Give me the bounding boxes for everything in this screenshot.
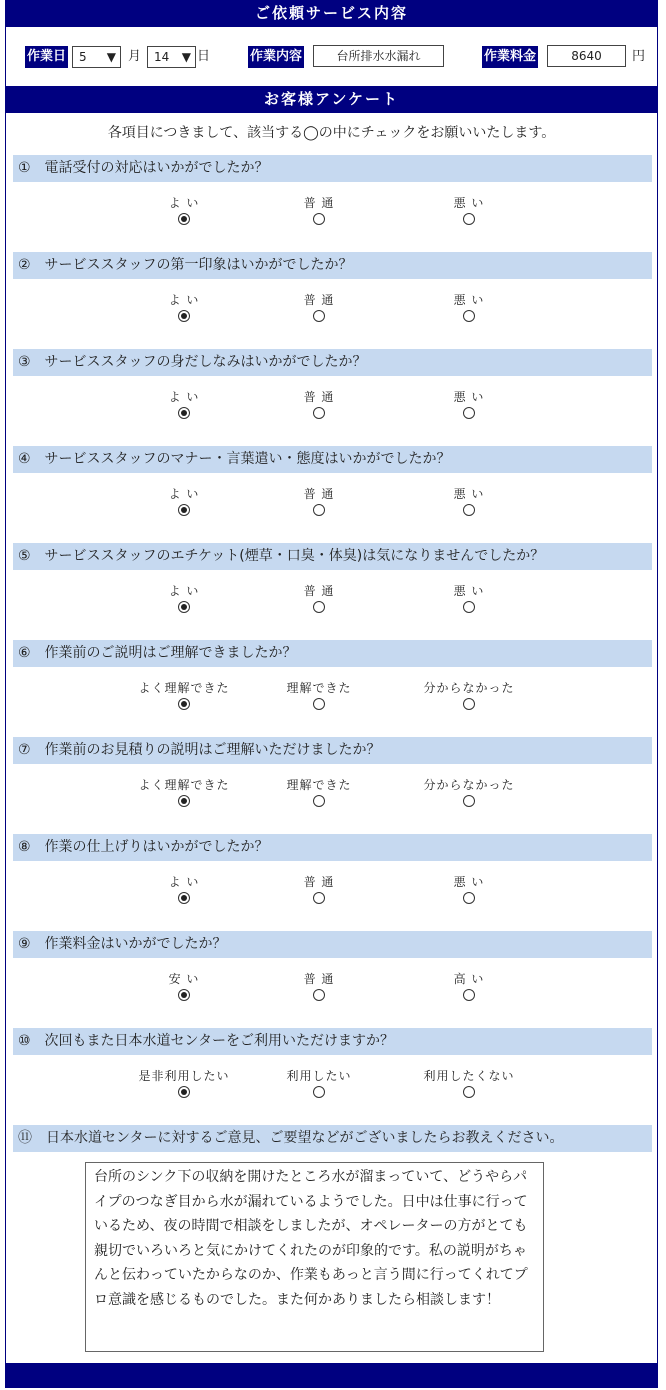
radio-button[interactable] [463,1086,475,1098]
radio-button[interactable] [178,892,190,904]
question-2-option-1[interactable] [124,292,244,325]
question-10-option-2[interactable] [259,1068,379,1101]
question-6-option-1[interactable] [124,680,244,713]
option-label: 普 通 [303,875,335,889]
radio-button[interactable] [313,213,325,225]
work-date-label: 作業日 [25,46,68,68]
question-9: ⑨ 作業料金はいかがでしたか？ [13,931,652,958]
radio-button[interactable] [178,310,190,322]
option-label: 普 通 [303,293,335,307]
question-8-option-2[interactable] [259,874,379,907]
chevron-down-icon: ▼ [106,50,116,64]
work-content-field[interactable] [313,45,444,67]
radio-button[interactable] [178,795,190,807]
radio-button[interactable] [463,698,475,710]
question-1-option-2[interactable] [259,195,379,228]
radio-button[interactable] [313,601,325,613]
radio-button[interactable] [313,892,325,904]
question-7: ⑦ 作業前のお見積りの説明はご理解いただけましたか？ [13,737,652,764]
question-10-option-1[interactable] [124,1068,244,1101]
work-fee-label: 作業料金 [482,46,538,68]
option-label: 悪 い [453,390,485,404]
radio-button[interactable] [313,795,325,807]
service-header-title: ご依頼サービス内容 [254,4,408,22]
survey-instructions: 各項目につきまして、該当する◯の中にチェックをお願いいたします。 [107,125,556,141]
option-label: 普 通 [303,972,335,986]
option-label: 悪 い [453,196,485,210]
question-10-option-3[interactable] [409,1068,529,1101]
option-label: よ い [168,196,200,210]
option-label: よ い [168,487,200,501]
option-label: 理解できた [286,681,352,695]
chevron-down-icon: ▼ [181,50,191,64]
survey-header [5,86,658,113]
radio-button[interactable] [313,407,325,419]
question-10: ⑩ 次回もまた日本水道センターをご利用いただけますか？ [13,1028,652,1055]
month-unit: 月 [128,49,142,64]
radio-button[interactable] [178,504,190,516]
question-4-option-1[interactable] [124,486,244,519]
day-select[interactable] [147,46,196,68]
radio-button[interactable] [463,310,475,322]
day-unit: 日 [197,49,211,64]
question-3-option-3[interactable] [409,389,529,422]
radio-button[interactable] [463,504,475,516]
question-5-option-3[interactable] [409,583,529,616]
option-label: よく理解できた [138,681,230,695]
radio-button[interactable] [178,407,190,419]
question-8-option-1[interactable] [124,874,244,907]
option-label: 分からなかった [423,681,515,695]
question-8-option-3[interactable] [409,874,529,907]
question-3-option-2[interactable] [259,389,379,422]
day-select-value: 14 [154,50,170,64]
option-label: 普 通 [303,487,335,501]
radio-button[interactable] [313,1086,325,1098]
option-label: よ い [168,584,200,598]
option-label: 高 い [453,972,485,986]
radio-button[interactable] [178,1086,190,1098]
option-label: 是非利用したい [138,1069,230,1083]
question-5-option-2[interactable] [259,583,379,616]
radio-button[interactable] [463,407,475,419]
option-label: 利用したい [286,1069,352,1083]
question-7-option-1[interactable] [124,777,244,810]
question-2-option-3[interactable] [409,292,529,325]
fee-unit: 円 [632,49,646,64]
option-label: 悪 い [453,293,485,307]
option-label: 普 通 [303,584,335,598]
radio-button[interactable] [463,892,475,904]
question-4-option-2[interactable] [259,486,379,519]
month-select[interactable] [72,46,121,68]
option-label: 理解できた [286,778,352,792]
work-content-label: 作業内容 [248,46,304,68]
option-label: 悪 い [453,487,485,501]
question-4-option-3[interactable] [409,486,529,519]
question-9-option-2[interactable] [259,971,379,1004]
option-label: よく理解できた [138,778,230,792]
footer-bar [5,1363,658,1388]
question-2-option-2[interactable] [259,292,379,325]
option-label: 悪 い [453,875,485,889]
option-label: 普 通 [303,196,335,210]
radio-button[interactable] [313,504,325,516]
radio-button[interactable] [313,698,325,710]
work-fee-field[interactable] [547,45,626,67]
option-label: よ い [168,875,200,889]
comment-textarea[interactable]: 台所のシンク下の収納を開けたところ水が溜まっていて、どうやらパイプのつなぎ目から水が漏れているようでした。日中は仕事に行っているため、夜の時間で相談をしましたが、オペレーターの方がとても親切でいろいろと気にかけてくれたのが印象的です。私の説明がちゃんと伝わっていたからなのか、作業もあっと言う間に行ってくれてプロ意識を感じるものでした。また何かありましたら相談します！ [85,1162,544,1352]
question-1-option-3[interactable] [409,195,529,228]
radio-button[interactable] [178,989,190,1001]
question-9-option-3[interactable] [409,971,529,1004]
question-7-option-2[interactable] [259,777,379,810]
question-9-option-1[interactable] [124,971,244,1004]
option-label: 悪 い [453,584,485,598]
option-label: 分からなかった [423,778,515,792]
question-2: ② サービススタッフの第一印象はいかがでしたか？ [13,252,652,279]
option-label: 安 い [168,972,200,986]
comment-question: ⑪ 日本水道センターに対するご意見、ご要望などがございましたらお教えください。 [13,1125,652,1152]
radio-button[interactable] [178,213,190,225]
month-select-value: 5 [79,50,87,64]
question-5: ⑤ サービススタッフのエチケット(煙草・口臭・体臭)は気になりませんでしたか？ [13,543,652,570]
option-label: 利用したくない [423,1069,515,1083]
question-6-option-2[interactable] [259,680,379,713]
option-label: 普 通 [303,390,335,404]
question-6-option-3[interactable] [409,680,529,713]
question-3: ③ サービススタッフの身だしなみはいかがでしたか？ [13,349,652,376]
radio-button[interactable] [178,698,190,710]
survey-header-title: お客様アンケート [263,90,400,108]
radio-button[interactable] [463,989,475,1001]
question-8: ⑧ 作業の仕上げりはいかがでしたか？ [13,834,652,861]
question-6: ⑥ 作業前のご説明はご理解できましたか？ [13,640,652,667]
question-7-option-3[interactable] [409,777,529,810]
option-label: よ い [168,390,200,404]
service-header [5,0,658,27]
radio-button[interactable] [313,310,325,322]
question-1: ① 電話受付の対応はいかがでしたか？ [13,155,652,182]
question-3-option-1[interactable] [124,389,244,422]
question-5-option-1[interactable] [124,583,244,616]
radio-button[interactable] [313,989,325,1001]
question-1-option-1[interactable] [124,195,244,228]
radio-button[interactable] [463,213,475,225]
radio-button[interactable] [178,601,190,613]
question-4: ④ サービススタッフのマナー・言葉遣い・態度はいかがでしたか？ [13,446,652,473]
option-label: よ い [168,293,200,307]
radio-button[interactable] [463,795,475,807]
work-fee-value: 8640 [571,49,602,63]
work-content-value: 台所排水水漏れ [336,49,421,63]
radio-button[interactable] [463,601,475,613]
